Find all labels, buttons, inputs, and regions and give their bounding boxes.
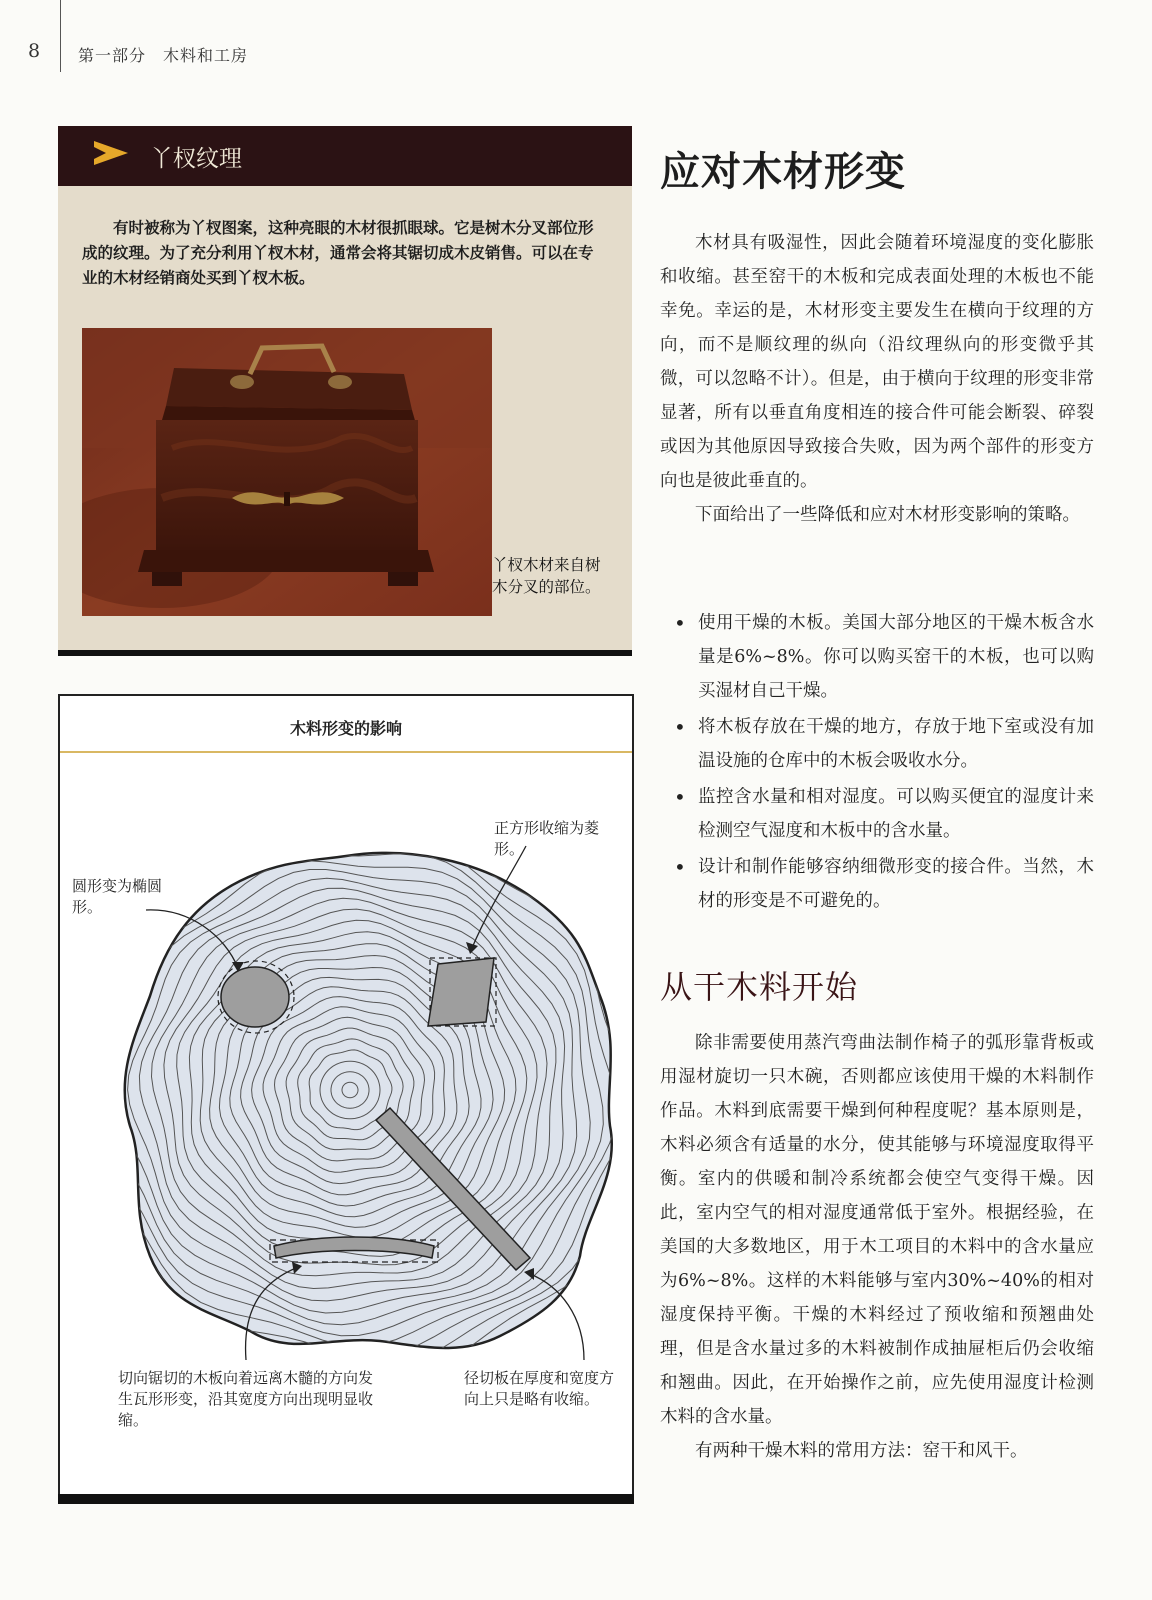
label-square-to-diamond: 正方形收缩为菱形。: [494, 819, 600, 858]
paragraph-intro: [660, 226, 1094, 532]
paragraph-3: 除非需要使用蒸汽弯曲法制作椅子的弧形靠背板或用湿材旋切一只木碗，否则都应该使用干燥的木料制作作品。木料到底需要干燥到何种程度呢？基本原则是，木料必须含有适量的水分，使其能够与环境湿度取得平衡。室内的供暖和制冷系统都会使空气变得干燥。因此，室内空气的相对湿度通常低于室外。根据经验，在美国的大多数地区，用于木工项目的木料中的含水量应为6%~8%。这样的木料能够与室内30%~40%的相对湿度保持平衡。干燥的木料经过了预收缩和预翘曲处理，但是含水量过多的木料被制作成抽屉柜后仍会收缩和翘曲。因此，在开始操作之前，应先使用湿度计检测木料的含水量。: [660, 1033, 1094, 1427]
list-item: • 监控含水量和相对湿度。可以购买便宜的湿度计来检测空气湿度和木板中的含水量。: [660, 780, 1094, 848]
wood-movement-figure: [58, 694, 634, 1504]
crotch-wood-box-photo: [82, 328, 492, 616]
arrow-icon-notch: [94, 147, 106, 159]
header-divider: [60, 0, 61, 72]
diamond-shape: [428, 958, 494, 1026]
ellipse-shape: [221, 967, 289, 1027]
sidebar-title: 丫杈纹理: [150, 146, 242, 172]
heading-start-dry: 从干木料开始: [660, 968, 859, 1006]
page-number: 8: [28, 40, 41, 62]
photo-caption: 丫杈木材来自树木分叉的部位。: [492, 556, 601, 596]
paragraph-4: 有两种干燥木料的常用方法：窑干和风干。: [695, 1441, 1028, 1461]
list-item: • 设计和制作能够容纳细微形变的接合件。当然，木材的形变是不可避免的。: [660, 850, 1094, 918]
sidebar-bottom-rule: [58, 650, 632, 656]
label-circle-to-oval: 圆形变为椭圆形。: [72, 877, 163, 916]
paragraph-2: 下面给出了一些降低和应对木材形变影响的策略。: [695, 505, 1080, 525]
label-tangential-board: 切向锯切的木板向着远离木髓的方向发生瓦形形变，沿其宽度方向出现明显收缩。: [118, 1369, 374, 1429]
list-item: • 将木板存放在干燥的地方，存放于地下室或没有加温设施的仓库中的木板会吸收水分。: [660, 710, 1094, 778]
figure-title: 木料形变的影响: [289, 719, 402, 738]
figure-bottom-rule: [58, 1494, 634, 1504]
paragraph-1: 木材具有吸湿性，因此会随着环境湿度的变化膨胀和收缩。甚至窑干的木板和完成表面处理的木板也不能幸免。幸运的是，木材形变主要发生在横向于纹理的方向，而不是顺纹理的纵向（沿纹理纵向的形变微乎其微，可以忽略不计）。但是，由于横向于纹理的形变非常显著，所有以垂直角度相连的接合件可能会断裂、碎裂或因为其他原因导致接合失败，因为两个部件的形变方向也是彼此垂直的。: [660, 233, 1094, 491]
paragraph-dry-stock: [660, 1026, 1094, 1468]
heading-wood-movement: 应对木材形变: [660, 148, 906, 195]
list-item: • 使用干燥的木板。美国大部分地区的干燥木板含水量是6%~8%。你可以购买窑干的木板，也可以购买湿材自己干燥。: [660, 606, 1094, 708]
sidebar-title-bar: [58, 126, 632, 186]
photo-illustration: [82, 328, 492, 616]
sidebar-text: 有时被称为丫杈图案，这种亮眼的木材很抓眼球。它是树木分叉部位形成的纹理。为了充分利用丫杈木材，通常会将其锯切成木皮销售。可以在专业的木材经销商处买到丫杈木板。: [82, 219, 594, 287]
label-radial-board: 径切板在厚度和宽度方向上只是略有收缩。: [464, 1369, 615, 1408]
sidebar-box: [58, 126, 632, 656]
running-head: 第一部分 木料和工房: [78, 46, 249, 65]
strategy-list: [660, 606, 1094, 920]
